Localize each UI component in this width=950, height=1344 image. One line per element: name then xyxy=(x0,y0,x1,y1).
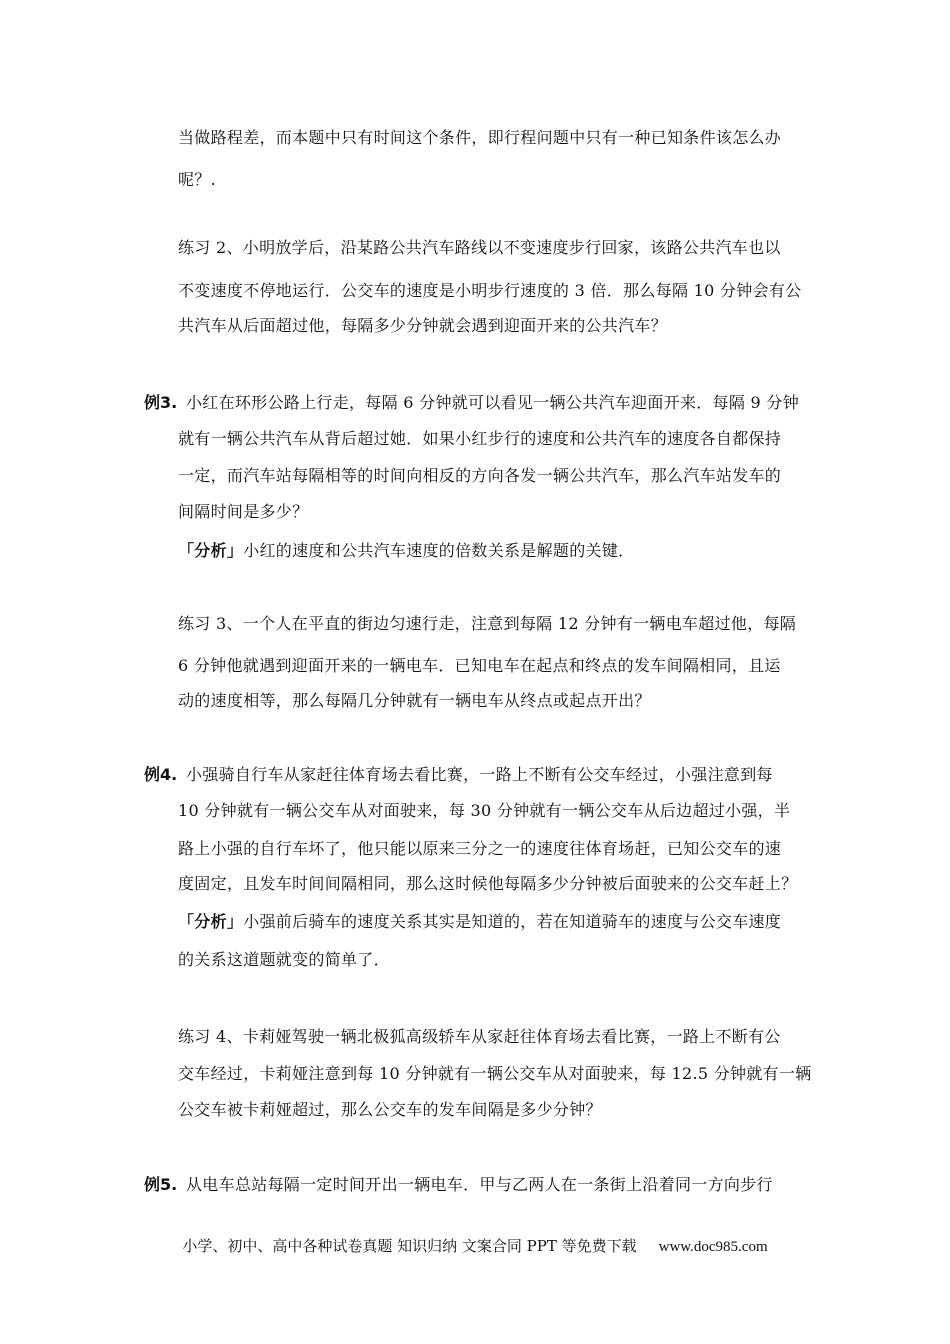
analysis-text: 小强前后骑车的速度关系其实是知道的，若在知道骑车的速度与公交车速度 xyxy=(243,912,782,931)
footer-text: 小学、初中、高中各种试卷真题 知识归纳 文案合同 PPT 等免费下载 xyxy=(182,1237,637,1255)
practice-3-line: 练习 3、一个人在平直的街边匀速行走，注意到每隔 12 分钟有一辆电车超过他，每隔 xyxy=(178,614,797,633)
example-3-analysis xyxy=(178,541,634,561)
practice-2-line: 不变速度不停地运行．公交车的速度是小明步行速度的 3 倍．那么每隔 10 分钟会有公 xyxy=(178,281,802,300)
page-footer xyxy=(0,1236,950,1257)
practice-4-line: 练习 4、卡莉娅驾驶一辆北极狐高级轿车从家赶往体育场去看比赛，一路上不断有公 xyxy=(178,1027,781,1046)
analysis-tag: 「分析」 xyxy=(178,912,244,931)
analysis-tag: 「分析」 xyxy=(178,541,244,560)
example-5-line: 从电车总站每隔一定时间开出一辆电车．甲与乙两人在一条街上沿着同一方向步行 xyxy=(186,1175,773,1194)
practice-4-line: 交车经过，卡莉娅注意到每 10 分钟就有一辆公交车从对面驶来，每 12.5 分钟就有一辆 xyxy=(178,1064,812,1083)
practice-3-line: 动的速度相等，那么每隔几分钟就有一辆电车从终点或起点开出？ xyxy=(178,691,651,710)
example-4-analysis-line: 的关系这道题就变的简单了． xyxy=(178,950,390,969)
example-3-line: 就有一辆公共汽车从背后超过她．如果小红步行的速度和公共汽车的速度各自都保持 xyxy=(178,429,782,448)
analysis-text: 小红的速度和公共汽车速度的倍数关系是解题的关键． xyxy=(243,541,635,560)
example-3-line: 一定，而汽车站每隔相等的时间向相反的方向各发一辆公共汽车，那么汽车站发车的 xyxy=(178,466,782,485)
example-4-line: 度固定，且发车时间间隔相同，那么这时候他每隔多少分钟被后面驶来的公交车赶上？ xyxy=(178,874,798,893)
intro-line: 呢？. xyxy=(178,170,216,189)
example-4-label: 例4. xyxy=(144,765,178,784)
intro-line: 当做路程差，而本题中只有时间这个条件，即行程问题中只有一种已知条件该怎么办 xyxy=(178,128,782,147)
example-4-line: 小强骑自行车从家赶往体育场去看比赛，一路上不断有公交车经过，小强注意到每 xyxy=(186,765,773,784)
practice-4-line: 公交车被卡莉娅超过，那么公交车的发车间隔是多少分钟？ xyxy=(178,1100,602,1119)
example-5-label: 例5. xyxy=(144,1175,178,1194)
footer-site-link[interactable]: www.doc985.com xyxy=(658,1239,768,1255)
example-4-line: 路上小强的自行车坏了，他只能以原来三分之一的速度往体育场赶，已知公交车的速 xyxy=(178,839,782,858)
example-4-analysis xyxy=(178,912,781,932)
example-3-label: 例3. xyxy=(144,393,178,412)
example-3-line: 小红在环形公路上行走，每隔 6 分钟就可以看见一辆公共汽车迎面开来．每隔 9 分钟 xyxy=(186,393,800,412)
practice-3-line: 6 分钟他就遇到迎面开来的一辆电车．已知电车在起点和终点的发车间隔相同，且运 xyxy=(178,656,781,675)
practice-2-line: 共汽车从后面超过他，每隔多少分钟就会遇到迎面开来的公共汽车？ xyxy=(178,316,668,335)
practice-2-line: 练习 2、小明放学后，沿某路公共汽车路线以不变速度步行回家，该路公共汽车也以 xyxy=(178,238,781,257)
example-3-line: 间隔时间是多少？ xyxy=(178,502,309,521)
example-4-line: 10 分钟就有一辆公交车从对面驶来，每 30 分钟就有一辆公交车从后边超过小强，半 xyxy=(178,801,791,820)
